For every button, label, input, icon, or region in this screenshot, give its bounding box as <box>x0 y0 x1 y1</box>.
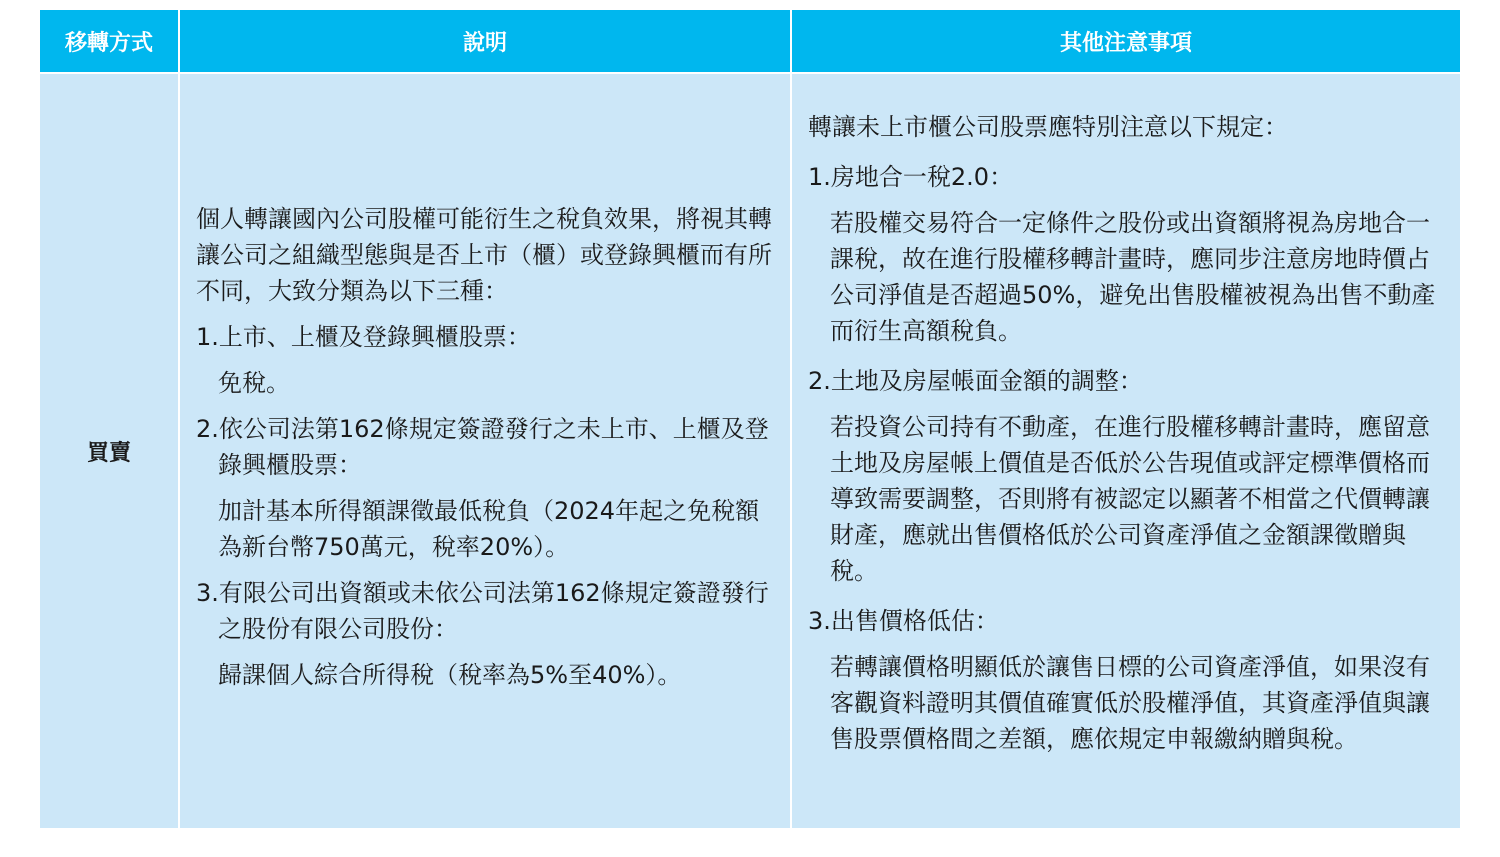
notes-cell <box>792 74 1460 828</box>
description-intro: 個人轉讓國內公司股權可能衍生之稅負效果，將視其轉讓公司之組織型態與是否上市（櫃）或登錄興櫃而有所不同，大致分類為以下三種： <box>196 205 772 305</box>
description-item-1-title: 1.上市、上櫃及登錄興櫃股票： <box>196 323 531 351</box>
table-row <box>40 74 1460 828</box>
notes-item-3-title: 3.出售價格低估： <box>808 607 999 635</box>
notes-item-2-title: 2.土地及房屋帳面金額的調整： <box>808 367 1143 395</box>
method-cell: 買賣 <box>40 74 180 828</box>
description-item-2-title: 2.依公司法第162條規定簽證發行之未上市、上櫃及登錄興櫃股票： <box>196 415 769 479</box>
notes-item-1-detail: 若股權交易符合一定條件之股份或出資額將視為房地合一課稅，故在進行股權移轉計畫時，應同步注意房地時價占公司淨值是否超過50%，避免出售股權被視為出售不動產而衍生高額稅負。 <box>830 209 1436 345</box>
description-item-2-detail: 加計基本所得額課徵最低稅負（2024年起之免稅額為新台幣750萬元，稅率20%）。 <box>218 497 760 561</box>
description-cell <box>180 74 792 828</box>
tax-table <box>40 10 1460 828</box>
header-transfer-method: 移轉方式 <box>40 10 180 72</box>
notes-intro: 轉讓未上市櫃公司股票應特別注意以下規定： <box>808 113 1288 141</box>
notes-item-1-title: 1.房地合一稅2.0： <box>808 163 1014 191</box>
header-other-notes: 其他注意事項 <box>1059 30 1192 56</box>
table-header <box>40 10 1460 72</box>
description-item-3-title: 3.有限公司出資額或未依公司法第162條規定簽證發行之股份有限公司股份： <box>196 579 769 643</box>
notes-item-2-detail: 若投資公司持有不動產，在進行股權移轉計畫時，應留意土地及房屋帳上價值是否低於公告現值或評定標準價格而導致需要調整，否則將有被認定以顯著不相當之代價轉讓財產，應就出售價格低於公司資產淨值之金額課徵贈與稅。 <box>830 413 1430 585</box>
header-description: 說明 <box>180 10 792 72</box>
notes-content <box>808 109 1443 757</box>
notes-item-3-detail: 若轉讓價格明顯低於讓售日標的公司資產淨值，如果沒有客觀資料證明其價值確實低於股權淨值，其資產淨值與讓售股票價格間之差額，應依規定申報繳納贈與稅。 <box>830 653 1430 753</box>
description-content <box>196 201 778 693</box>
description-item-3-detail: 歸課個人綜合所得稅（稅率為5%至40%）。 <box>218 661 682 689</box>
description-item-1-detail: 免稅。 <box>218 369 290 397</box>
